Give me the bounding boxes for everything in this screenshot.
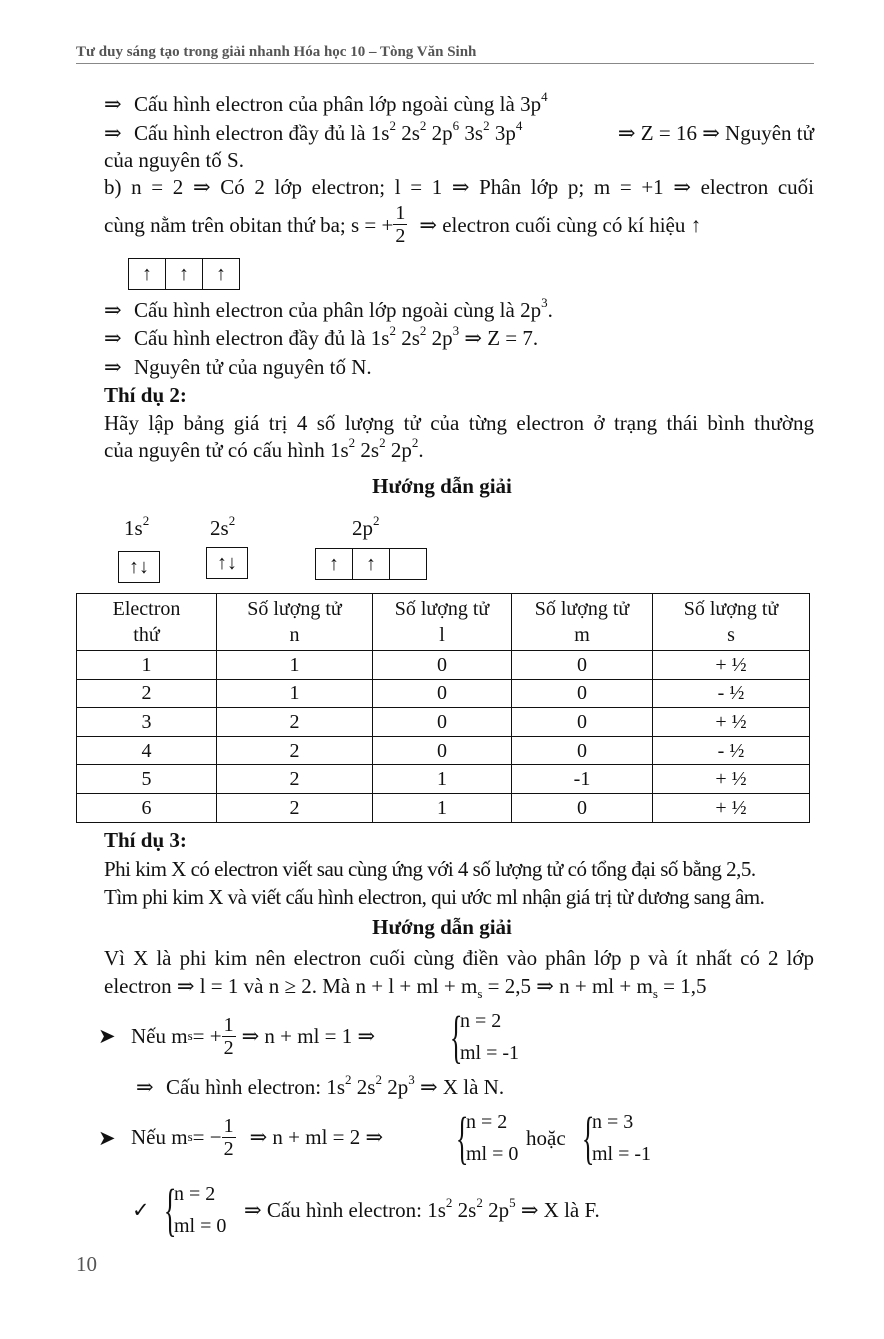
example3-prompt-line2: Tìm phi kim X và viết cấu hình electron, qui ước ml nhận giá trị từ dương sang âm. <box>104 885 765 909</box>
part-a-line3: của nguyên tố S. <box>104 148 244 172</box>
page-number: 10 <box>76 1252 97 1276</box>
case1-result: ⇒ Cấu hình electron: $1s^2$ $2s^2$ $2p^3$ ⇒ X là N. <box>136 1072 505 1099</box>
table-row: 2 1 0 0 - ½ <box>77 679 810 708</box>
example3-title: Thí dụ 3: <box>104 828 187 852</box>
orbital-diagram-1s <box>118 551 160 583</box>
table-row: 3 2 0 0 + ½ <box>77 708 810 737</box>
case2-system-a: { n = 2 ml = 0 <box>455 1105 519 1170</box>
example2-prompt-line1: Hãy lập bảng giá trị 4 số lượng tử của từng electron ở trạng thái bình thường <box>104 411 814 435</box>
orbital-diagram-2p <box>315 548 427 580</box>
part-b-conclusion3: ⇒ Nguyên tử của nguyên tố N. <box>104 355 372 379</box>
fraction-one-half: $\frac{1}{2}$ <box>223 1013 234 1059</box>
orbital-diagram-2s <box>206 547 248 579</box>
example2-prompt-line2: của nguyên tử có cấu hình $1s^2$ $2s^2$ $2p^2$. <box>104 435 424 462</box>
table-row: 1 1 0 0 + ½ <box>77 651 810 680</box>
quantum-number-table <box>76 593 810 823</box>
example3-prompt-line1: Phi kim X có electron viết sau cùng ứng với 4 số lượng tử có tổng đại số bằng 2,5. <box>104 857 756 881</box>
implies-icon: ⇒ <box>104 92 122 116</box>
case2-system-b: { n = 3 ml = -1 <box>581 1105 652 1170</box>
fraction-one-half: $\frac{1}{2}$ <box>395 202 406 247</box>
example3-solution-line1: Vì X là phi kim nên electron cuối cùng điền vào phân lớp p và ít nhất có 2 lớp <box>104 946 814 970</box>
header-l: Số lượng tử l <box>373 594 512 651</box>
header-s: Số lượng tử s <box>653 594 810 651</box>
orbital-cell: ↑ <box>353 549 390 579</box>
orbital-cell: ↑ <box>316 549 353 579</box>
label-1s: $1s^2$ <box>124 513 150 540</box>
orbital-diagram-2p3 <box>128 258 240 290</box>
header-n: Số lượng tử n <box>217 594 373 651</box>
orbital-cell: ↑↓ <box>129 555 149 578</box>
orbital-cell: ↑ <box>129 259 166 289</box>
implies-icon: ⇒ <box>136 1075 154 1099</box>
header-m: Số lượng tử m <box>512 594 653 651</box>
part-a-line1: ⇒ Cấu hình electron của phân lớp ngoài cùng là $3p^4$ <box>104 89 548 116</box>
example3-solution-line2: electron ⇒ l = 1 và n ≥ 2. Mà n + l + ml + $m_s = 2,5$ ⇒ n + ml + $m_s = 1,5$ <box>104 974 707 1002</box>
implies-icon: ⇒ <box>104 355 122 379</box>
table-row: 6 2 1 0 + ½ <box>77 793 810 822</box>
orbital-cell: ↑ <box>216 262 226 285</box>
example2-title: Thí dụ 2: <box>104 383 187 407</box>
implies-icon: ⇒ <box>104 326 122 350</box>
case2-condition: Nếu m s = − $\frac{1}{2}$ ⇒ n + ml = 2 ⇒ <box>131 1114 384 1160</box>
table-row: 4 2 0 0 - ½ <box>77 736 810 765</box>
part-b-line1: b) n = 2 ⇒ Có 2 lớp electron; l = 1 ⇒ Phân lớp p; m = +1 ⇒ electron cuối <box>104 175 814 199</box>
case1-system: { n = 2 ml = -1 <box>449 1004 520 1069</box>
orbital-cell: ↑ <box>166 259 203 289</box>
fraction-one-half: $\frac{1}{2}$ <box>223 1114 234 1160</box>
bullet-icon: ➤ <box>98 1126 116 1150</box>
bullet-icon: ➤ <box>98 1024 116 1048</box>
header-electron: Electron thứ <box>77 594 217 651</box>
part-b-conclusion2: ⇒ Cấu hình electron đầy đủ là $1s^2$ $2s^2$ $2p^3$ ⇒ Z = 7. <box>104 323 539 350</box>
case2-or: hoặc <box>526 1126 566 1150</box>
running-header: Tư duy sáng tạo trong giải nhanh Hóa học 10 – Tòng Văn Sinh <box>76 44 477 60</box>
example3-guide-heading: Hướng dẫn giải <box>372 915 512 939</box>
label-2s: $2s^2$ <box>210 513 236 540</box>
orbital-cell: ↑↓ <box>217 551 237 574</box>
orbital-cell <box>390 549 426 579</box>
part-a-line2: ⇒ Cấu hình electron đầy đủ là $1s^2$ $2s^2$ $2p^6$ $3s^2$ $3p^4$ ⇒ Z = 16 ⇒ Nguyên tử <box>104 118 814 145</box>
table-row: 5 2 1 -1 + ½ <box>77 765 810 794</box>
final-system: { n = 2 ml = 0 <box>163 1177 227 1242</box>
table-header-row <box>77 594 810 651</box>
header-divider <box>76 63 814 64</box>
part-b-line2: cùng nằm trên obitan thứ ba; s = + $\frac{1}{2}$ ⇒ electron cuối cùng có kí hiệu ↑ <box>104 202 702 247</box>
case1-condition: Nếu m s = + $\frac{1}{2}$ ⇒ n + ml = 1 ⇒ <box>131 1013 376 1059</box>
part-b-conclusion1: ⇒ Cấu hình electron của phân lớp ngoài cùng là $2p^3$. <box>104 295 553 322</box>
check-icon: ✓ <box>132 1198 150 1222</box>
implies-icon: ⇒ <box>104 298 122 322</box>
example2-guide-heading: Hướng dẫn giải <box>372 474 512 498</box>
final-result: ⇒ Cấu hình electron: $1s^2$ $2s^2$ $2p^5$ ⇒ X là F. <box>244 1195 600 1222</box>
label-2p: $2p^2$ <box>352 513 380 540</box>
implies-icon: ⇒ <box>104 121 122 145</box>
